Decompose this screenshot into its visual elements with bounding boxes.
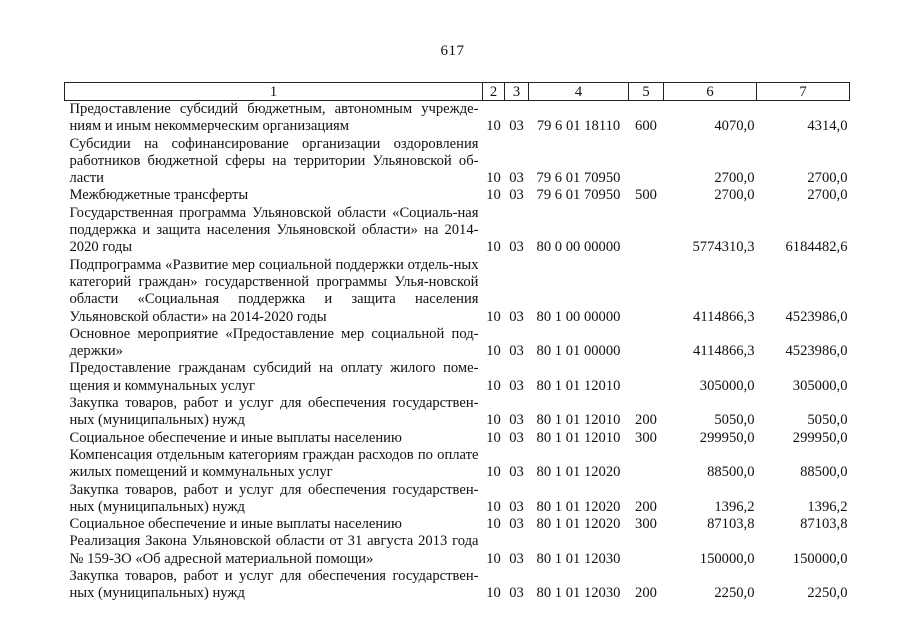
row-target-article: 80 1 01 12030 — [536, 550, 621, 567]
table-row — [65, 568, 850, 603]
row-amount-col6: 150000,0 — [699, 550, 755, 567]
row-name: Реализация Закона Ульяновской области от 31 августа 2013 года № 159-ЗО «Об адресной материальной помощи» — [69, 533, 479, 567]
row-name: Межбюджетные трансферты — [69, 187, 249, 204]
row-subsection-code: 03 — [509, 429, 524, 446]
row-name: Закупка товаров, работ и услуг для обеспечения государствен-ных (муниципальных) нужд — [69, 395, 479, 429]
column-header-1: 1 — [65, 83, 483, 101]
row-name: Предоставление гражданам субсидий на оплату жилого поме-щения и коммунальных услуг — [69, 360, 479, 394]
row-amount-col6: 4114866,3 — [693, 308, 755, 325]
row-amount-col6: 299950,0 — [699, 429, 755, 446]
row-section-code: 10 — [486, 498, 501, 515]
row-subsection-code: 03 — [509, 170, 524, 187]
row-section-code: 10 — [486, 377, 501, 394]
row-section-code: 10 — [486, 308, 501, 325]
table-header-row — [65, 83, 850, 101]
row-amount-col7: 4523986,0 — [785, 343, 848, 360]
row-expense-type — [629, 136, 664, 188]
row-subsection-code: 03 — [509, 498, 524, 515]
table-row — [65, 533, 850, 568]
row-amount-col6: 1396,2 — [714, 498, 755, 515]
row-section-code: 10 — [486, 343, 501, 360]
budget-table — [64, 82, 850, 603]
row-subsection-code: 03 — [509, 308, 524, 325]
row-amount-col7: 2700,0 — [807, 187, 848, 204]
row-amount-col7: 5050,0 — [807, 412, 848, 429]
row-section-code: 10 — [486, 170, 501, 187]
row-expense-type — [629, 447, 664, 482]
row-amount-col6: 2700,0 — [714, 170, 755, 187]
table-body — [65, 101, 850, 603]
row-amount-col6: 4070,0 — [714, 118, 755, 135]
table-row — [65, 257, 850, 326]
column-header-6: 6 — [664, 83, 757, 101]
row-amount-col7: 299950,0 — [792, 429, 848, 446]
row-target-article: 80 1 01 12020 — [536, 498, 621, 515]
row-target-article: 80 1 01 12010 — [536, 412, 621, 429]
row-expense-type — [629, 257, 664, 326]
row-subsection-code: 03 — [509, 516, 524, 533]
row-target-article: 80 1 01 12030 — [536, 585, 621, 602]
row-amount-col7: 2250,0 — [807, 585, 848, 602]
row-section-code: 10 — [486, 239, 501, 256]
table-row — [65, 360, 850, 395]
row-amount-col7: 87103,8 — [800, 516, 848, 533]
row-amount-col7: 4314,0 — [807, 118, 848, 135]
row-section-code: 10 — [486, 118, 501, 135]
row-amount-col7: 305000,0 — [792, 377, 848, 394]
table-row — [65, 516, 850, 533]
row-expense-type: 200 — [635, 498, 657, 515]
row-name: Подпрограмма «Развитие мер социальной поддержки отдель-ных категорий граждан» государственной программы Улья-новской области «Социальная поддержка и защита населения Ульяновской области» на 2014-2020 годы — [69, 256, 479, 325]
row-target-article: 80 1 01 12020 — [536, 464, 621, 481]
row-target-article: 80 1 01 00000 — [536, 343, 621, 360]
row-amount-col6: 305000,0 — [699, 377, 755, 394]
column-header-3: 3 — [505, 83, 529, 101]
row-name: Предоставление субсидий бюджетным, автономным учрежде-ниям и иным некоммерческим организациям — [69, 101, 479, 135]
table-row — [65, 430, 850, 447]
row-amount-col6: 2250,0 — [714, 585, 755, 602]
row-name: Государственная программа Ульяновской области «Социаль-ная поддержка и защита населения Ульяновской области» на 2014-2020 годы — [69, 204, 479, 256]
row-amount-col6: 5774310,3 — [692, 239, 755, 256]
row-amount-col6: 4114866,3 — [693, 343, 755, 360]
row-expense-type: 600 — [635, 118, 657, 135]
table-row — [65, 326, 850, 361]
row-name: Субсидии на софинансирование организации оздоровления работников бюджетной сферы на территории Ульяновской об-ласти — [69, 135, 479, 187]
column-header-5: 5 — [629, 83, 664, 101]
row-name: Компенсация отдельным категориям граждан расходов по оплате жилых помещений и коммунальных услуг — [69, 446, 479, 481]
table-row — [65, 136, 850, 188]
row-target-article: 79 6 01 70950 — [536, 170, 621, 187]
row-name: Основное мероприятие «Предоставление мер социальной под-держки» — [69, 325, 479, 360]
row-name: Социальное обеспечение и иные выплаты населению — [69, 429, 402, 446]
row-section-code: 10 — [486, 516, 501, 533]
row-amount-col6: 87103,8 — [707, 516, 755, 533]
row-amount-col6: 5050,0 — [714, 412, 755, 429]
row-name: Закупка товаров, работ и услуг для обеспечения государствен-ных (муниципальных) нужд — [69, 481, 479, 515]
row-subsection-code: 03 — [509, 550, 524, 567]
row-amount-col6: 88500,0 — [707, 464, 755, 481]
row-target-article: 80 1 01 12010 — [536, 429, 621, 446]
row-subsection-code: 03 — [509, 187, 524, 204]
row-target-article: 80 1 00 00000 — [536, 308, 621, 325]
row-expense-type: 500 — [635, 187, 657, 204]
row-expense-type: 300 — [635, 516, 657, 533]
row-expense-type: 300 — [635, 429, 657, 446]
column-header-4: 4 — [529, 83, 629, 101]
row-amount-col7: 4523986,0 — [785, 308, 848, 325]
row-subsection-code: 03 — [509, 118, 524, 135]
row-section-code: 10 — [486, 585, 501, 602]
row-target-article: 80 0 00 00000 — [536, 239, 621, 256]
table-row — [65, 395, 850, 430]
row-amount-col7: 2700,0 — [807, 170, 848, 187]
row-expense-type: 200 — [635, 585, 657, 602]
row-amount-col7: 88500,0 — [800, 464, 848, 481]
row-subsection-code: 03 — [509, 585, 524, 602]
row-name: Социальное обеспечение и иные выплаты населению — [69, 516, 402, 533]
row-amount-col7: 1396,2 — [807, 498, 848, 515]
row-amount-col7: 150000,0 — [792, 550, 848, 567]
row-expense-type: 200 — [635, 412, 657, 429]
row-amount-col6: 2700,0 — [714, 187, 755, 204]
row-expense-type — [629, 360, 664, 395]
table-row — [65, 482, 850, 517]
row-section-code: 10 — [486, 429, 501, 446]
row-expense-type — [629, 326, 664, 361]
row-target-article: 79 6 01 70950 — [536, 187, 621, 204]
row-section-code: 10 — [486, 187, 501, 204]
row-name: Закупка товаров, работ и услуг для обеспечения государствен-ных (муниципальных) нужд — [69, 568, 479, 602]
row-expense-type — [629, 533, 664, 568]
page-number: 617 — [440, 43, 465, 59]
row-expense-type — [629, 205, 664, 257]
row-subsection-code: 03 — [509, 343, 524, 360]
row-subsection-code: 03 — [509, 412, 524, 429]
column-header-2: 2 — [483, 83, 505, 101]
table-row — [65, 205, 850, 257]
row-section-code: 10 — [486, 550, 501, 567]
row-subsection-code: 03 — [509, 464, 524, 481]
table-row — [65, 447, 850, 482]
table-row — [65, 187, 850, 204]
table-row — [65, 101, 850, 136]
row-amount-col7: 6184482,6 — [785, 239, 848, 256]
row-target-article: 80 1 01 12010 — [536, 377, 621, 394]
row-target-article: 79 6 01 18110 — [536, 118, 621, 135]
row-section-code: 10 — [486, 412, 501, 429]
column-header-7: 7 — [757, 83, 850, 101]
row-subsection-code: 03 — [509, 377, 524, 394]
row-section-code: 10 — [486, 464, 501, 481]
row-subsection-code: 03 — [509, 239, 524, 256]
row-target-article: 80 1 01 12020 — [536, 516, 621, 533]
